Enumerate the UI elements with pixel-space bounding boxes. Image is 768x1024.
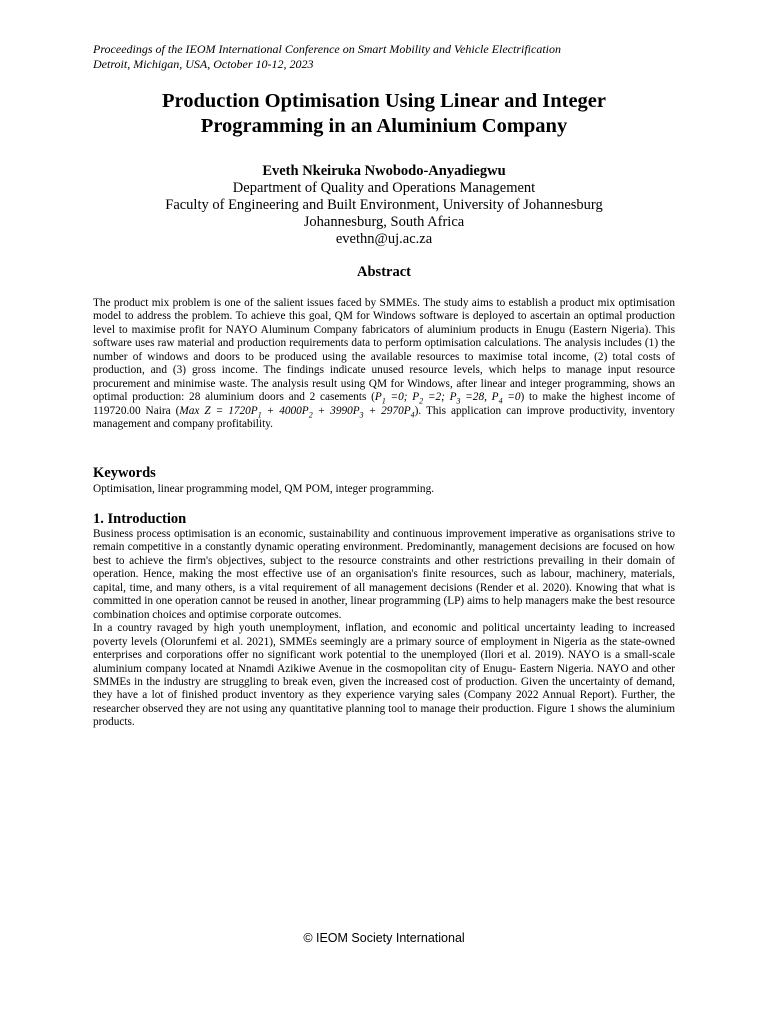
author-name: Eveth Nkeiruka Nwobodo-Anyadiegwu — [262, 163, 506, 179]
introduction-text — [93, 528, 675, 730]
title-line-2: Programming in an Aluminium Company — [200, 115, 568, 137]
abstract-text-part-2: ) to make the highest income of 119720.00 Naira ( — [93, 391, 675, 417]
solution-expression: $P_1 =0$; $P_2 =2$; $P_3 =28$, $P_4 =0$ — [374, 391, 521, 406]
author-email: evethn@uj.ac.za — [335, 231, 433, 247]
header-location-line: Detroit, Michigan, USA, October 10-12, 2023 — [93, 57, 314, 71]
objective-expression: Max $Z = 1720P_1 + 4000P_2 + 3990P_3 + 2970P_4$ — [179, 404, 415, 419]
header-conference-line: Proceedings of the IEOM International Conference on Smart Mobility and Vehicle Electrification — [93, 42, 562, 56]
running-header — [93, 42, 693, 72]
author-location: Johannesburg, South Africa — [303, 214, 465, 230]
page-footer: © IEOM Society International — [303, 931, 465, 945]
abstract-text — [93, 297, 675, 432]
abstract-heading: Abstract — [357, 264, 411, 280]
introduction-heading: 1. Introduction — [93, 511, 187, 527]
keywords-text: Optimisation, linear programming model, QM POM, integer programming. — [93, 483, 435, 495]
introduction-paragraph-1: Business process optimisation is an economic, sustainability and continuous improvement imperative as organisations strive to remain competitive in a constantly dynamic operating environment. Predominantly, management decisions are focused on how best to achieve the firm's objectives, subject to the resource constraints and other restrictions prevailing in their domain of operation. Hence, making the most effective use of an organisation's finite resources, such as labour, machinery, materials, capital, time, and many others, is a vital requirement of all management decisions (Render et al. 2020). Knowing that what is committed in one operation cannot be reused in another, linear programming (LP) aims to help managers make the best resource combination choices and optimise corporate outcomes. — [93, 528, 675, 621]
paper-title — [84, 89, 684, 139]
abstract-text-part-1: The product mix problem is one of the salient issues faced by SMMEs. The study aims to establish a product mix optimisation model to address the problem. To achieve this goal, QM for Windows software is deployed to ascertain an optimal production level to maximise profit for NAYO Aluminum Company fabricators of aluminium products in Enugu (Eastern Nigeria). This software uses raw material and production requirements data to perform optimisation calculations. The analysis includes (1) the number of windows and doors to be produced using the available resources to maximise total income, (2) total costs of production, and (3) gross income. The findings indicate unused resource levels, which helps to manage input resource procurement and minimise waste. The analysis result using QM for Windows, after linear and integer programming, shows an optimal production: 28 aluminium doors and 2 casements ( — [93, 297, 675, 404]
title-line-1: Production Optimisation Using Linear and Integer — [161, 90, 607, 112]
abstract-text-part-3: ). This application can improve productivity, inventory management and company profitability. — [93, 404, 675, 431]
author-block — [84, 163, 684, 248]
author-faculty: Faculty of Engineering and Built Environment, University of Johannesburg — [165, 197, 603, 213]
author-department: Department of Quality and Operations Management — [232, 180, 536, 196]
introduction-paragraph-2: In a country ravaged by high youth unemployment, inflation, and economic and political uncertainty leading to increased poverty levels (Olorunfemi et al. 2021), SMMEs seemingly are a primary source of employment in Nigeria as the state-owned enterprises and corporations offer no significant work potential to the unemployed (Ilori et al. 2019). NAYO is a small-scale aluminium company located at Nnamdi Azikiwe Avenue in the cosmopolitan city of Enugu- Eastern Nigeria. NAYO and other SMMEs in the industry are struggling to break even, given the increased cost of production. Given the uncertainty of demand, they have a lot of finished product inventory as they experience varying sales (Company 2022 Annual Report). Further, the researcher observed they are not using any quantitative planning tool to manage their production. Figure 1 shows the aluminium products. — [93, 622, 675, 729]
keywords-heading: Keywords — [93, 465, 156, 481]
